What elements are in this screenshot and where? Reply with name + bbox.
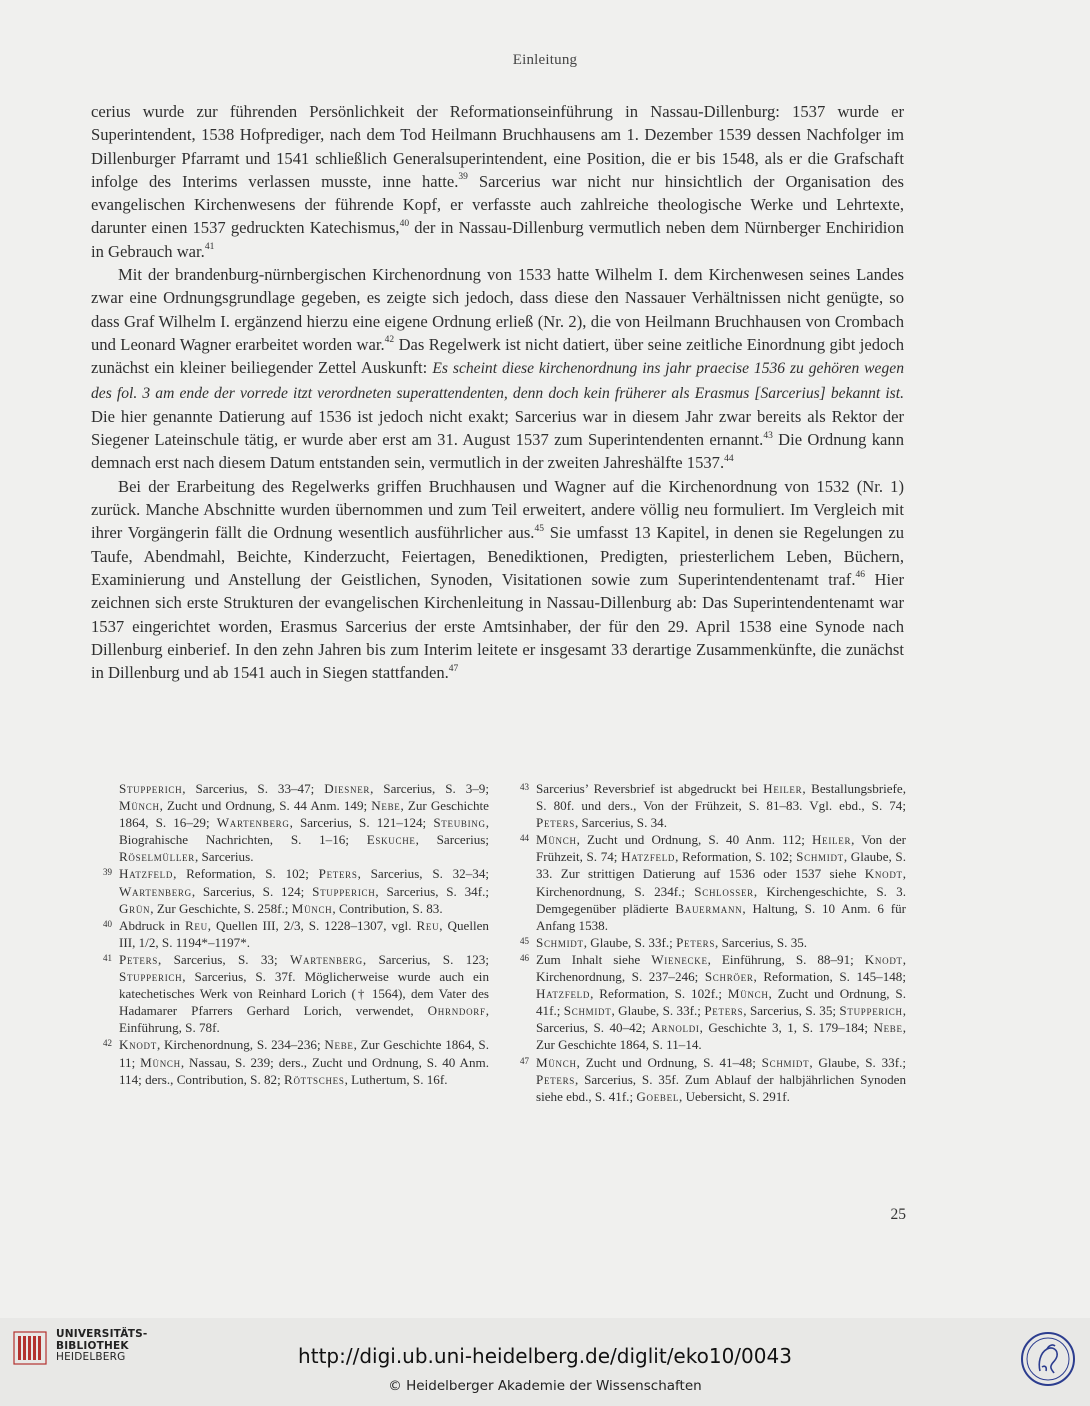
permalink-url[interactable]: http://digi.ub.uni-heidelberg.de/diglit/eko10/0043 (298, 1344, 792, 1368)
footnotes-right-column (520, 780, 906, 1105)
paragraph-3: Bei der Erarbeitung des Regelwerks griffen Bruchhausen und Wagner auf die Kirchenordnung von 1532 (Nr. 1) zurück. Manche Abschnitte wurden übernommen und zum Teil erweitert, andere völlig neu formuliert. Im Vergleich mit ihrer Vorgängerin fällt die Ordnung wesentlich ausführlicher aus.$^{45}$ Sie umfasst 13 Kapitel, in denen sie Regelungen zu Taufe, Abendmahl, Beichte, Kinderzucht, Feiertagen, Benediktionen, Predigten, priesterlichem Leben, Büchern, Examinierung und Anstellung der Geistlichen, Synoden, Visitationen sowie zum Superintendentenamt traf.$^{46}$ Hier zeichnen sich erste Strukturen der evangelischen Kirchenleitung in Nassau-Dillenburg ab: Das Superintendentenamt war 1537 eingerichtet worden, Erasmus Sarcerius der erste Amtsinhaber, der für den 29. April 1538 eine Synode nach Dillenburg einberief. In den zehn Jahren bis zum Interim leitete er insgesamt 33 derartige Zusammenkünfte, die zunächst in Dillenburg und ab 1541 auch in Siegen stattfanden.$^{47}$ (91, 476, 904, 683)
footnote-38-continued: Stupperich, Sarcerius, S. 33–47; Diesner, Sarcerius, S. 3–9; Münch, Zucht und Ordnung, S. 44 Anm. 149; Nebe, Zur Geschichte 1864, S. 16–29; Wartenberg, Sarcerius, S. 121–124; Steubing, Biograhische Nachrichten, S. 1–16; Eskuche, Sarcerius; Röselmüller, Sarcerius. (119, 781, 489, 865)
footnote-41: 41 Peters, Sarcerius, S. 33; Wartenberg, Sarcerius, S. 123; Stupperich, Sarcerius, S. 37f. Möglicherweise wurde auch ein katechetisches Werk von Reinhard Lorich († 1564), dem Vater des Hadamarer Pfarrers Gerhard Lorich, verwendet, Ohrndorf, Einführung, S. 78f. (103, 951, 489, 1036)
footnote-40: 40 Abdruck in Reu, Quellen III, 2/3, S. 1228–1307, vgl. Reu, Quellen III, 1/2, S. 1194*–1197*. (103, 917, 489, 950)
footnote-46: 46 Zum Inhalt siehe Wienecke, Einführung, S. 88–91; Knodt, Kirchenordnung, S. 237–246; Schröer, Reformation, S. 145–148; Hatzfeld, Reformation, S. 102f.; Münch, Zucht und Ordnung, S. 41f.; Schmidt, Glaube, S. 33f.; Peters, Sarcerius, S. 35; Stupperich, Sarcerius, S. 40–42; Arnoldi, Geschichte 3, 1, S. 179–184; Nebe, Zur Geschichte 1864, S. 11–14. (520, 951, 906, 1053)
copyright-notice: © Heidelberger Akademie der Wissenschaften (388, 1378, 702, 1394)
page-number: 25 (890, 1206, 906, 1223)
library-logo-text: UNIVERSITÄTS- BIBLIOTHEK HEIDELBERG (56, 1328, 148, 1363)
footnote-ref-44[interactable]: 44 (724, 453, 734, 464)
academy-seal-icon (1020, 1331, 1076, 1387)
footnote-ref-41[interactable]: 41 (204, 242, 215, 253)
italic-quotation: Es scheint diese kirchenordnung ins jahr praecise 1536 zu gehören wegen des fol. 3 am ende der vorrede itzt verordneten superattendenten, denn doch kein früherer als Erasmus [Sarcerius] bekannt ist. (91, 360, 904, 402)
body-text (91, 100, 904, 684)
paragraph-1: cerius wurde zur führenden Persönlichkeit der Reformationseinführung in Nassau-Dillenburg: 1537 wurde er Superintendent, 1538 Hofprediger, nach dem Tod Heilmann Bruchhausens am 1. Dezember 1539 dessen Nachfolger im Dillenburger Pfarramt und 1541 schließlich Generalsuperintendent, eine Position, die er bis 1548, als er die Grafschaft infolge des Interims verlassen musste, inne hatte.$^{39}$ Sarcerius war nicht nur hinsichtlich der Organisation des evangelischen Kirchenwesens der führende Kopf, er verfasste auch zahlreiche theologische Werke und Lehrtexte, darunter einen 1537 gedruckten Katechismus,$^{40}$ der in Nassau-Dillenburg vermutlich neben dem Nürnberger Enchiridion in Gebrauch war.$^{41}$ (91, 102, 904, 261)
running-head: Einleitung (512, 52, 578, 68)
footnote-47: 47 Münch, Zucht und Ordnung, S. 41–48; Schmidt, Glaube, S. 33f.; Peters, Sarcerius, S. 35f. Zum Ablauf der halbjährlichen Synoden siehe ebd., S. 41f.; Goebel, Uebersicht, S. 291f. (520, 1054, 906, 1104)
paragraph-2: Mit der brandenburg-nürnbergischen Kirchenordnung von 1533 hatte Wilhelm I. dem Kirchenwesen seines Landes zwar eine Ordnungsgrundlage gegeben, es zeigte sich jedoch, dass diese den Nassauer Verhältnissen nicht genügte, so dass Graf Wilhelm I. ergänzend hierzu eine eigene Ordnung erließ (Nr. 2), die von Heilmann Bruchhausen von Crombach und Leonard Wagner erarbeitet worden war.$^{42}$ Das Regelwerk ist nicht datiert, über seine zeitliche Einordnung gibt jedoch zunächst ein kleiner beiliegender Zettel Auskunft: Es scheint diese kirchenordnung ins jahr praecise 1536 zu gehören wegen des fol. 3 am ende der vorrede itzt verordneten superattendenten, denn doch kein früherer als Erasmus [Sarcerius] bekannt ist. Die hier genannte Datierung auf 1536 ist jedoch nicht exakt; Sarcerius war in diesem Jahr zwar bereits als Rektor der Siegener Lateinschule tätig, er wurde aber erst am 31. August 1537 zum Superintendenten ernannt.$^{43}$ Die Ordnung kann demnach erst nach diesem Datum entstanden sein, vermutlich in der zweiten Jahreshälfte 1537.44 (91, 265, 904, 473)
footnote-ref-45[interactable]: 45 (534, 523, 544, 534)
footnotes-left-column (103, 780, 489, 1088)
footnote-45: 45 Schmidt, Glaube, S. 33f.; Peters, Sarcerius, S. 35. (520, 934, 808, 950)
footnote-44: 44 Münch, Zucht und Ordnung, S. 40 Anm. 112; Heiler, Von der Frühzeit, S. 74; Hatzfeld, Reformation, S. 102; Schmidt, Glaube, S. 33. Zur strittigen Datierung auf 1536 oder 1537 siehe Knodt, Kirchenordnung, S. 234f.; Schlosser, Kirchengeschichte, S. 3. Demgegenüber plädierte Bauermann, Haltung, S. 10 Anm. 6 für Anfang 1538. (520, 832, 906, 933)
footnote-39: 39 Hatzfeld, Reformation, S. 102; Peters, Sarcerius, S. 32–34; Wartenberg, Sarcerius, S. 124; Stupperich, Sarcerius, S. 34f.; Grün, Zur Geschichte, S. 258f.; Münch, Contribution, S. 83. (103, 866, 489, 916)
footnote-ref-46[interactable]: 46 (855, 570, 865, 581)
footnote-ref-40[interactable]: 40 (399, 218, 410, 229)
footnote-ref-43[interactable]: 43 (763, 430, 773, 441)
footnote-ref-39[interactable]: 39 (458, 172, 468, 183)
footnote-ref-42[interactable]: 42 (384, 335, 395, 346)
footnote-43: 43 Sarcerius’ Reversbrief ist abgedruckt bei Heiler, Bestallungsbriefe, S. 80f. und ders., Von der Frühzeit, S. 81–83. Vgl. ebd., S. 74; Peters, Sarcerius, S. 34. (520, 781, 906, 831)
footnote-ref-47[interactable]: 47 (448, 663, 459, 674)
footnote-42: 42 Knodt, Kirchenordnung, S. 234–236; Nebe, Zur Geschichte 1864, S. 11; Münch, Nassau, S. 239; ders., Zucht und Ordnung, S. 40 Anm. 114; ders., Contribution, S. 82; Röttsches, Luthertum, S. 16f. (103, 1037, 489, 1087)
